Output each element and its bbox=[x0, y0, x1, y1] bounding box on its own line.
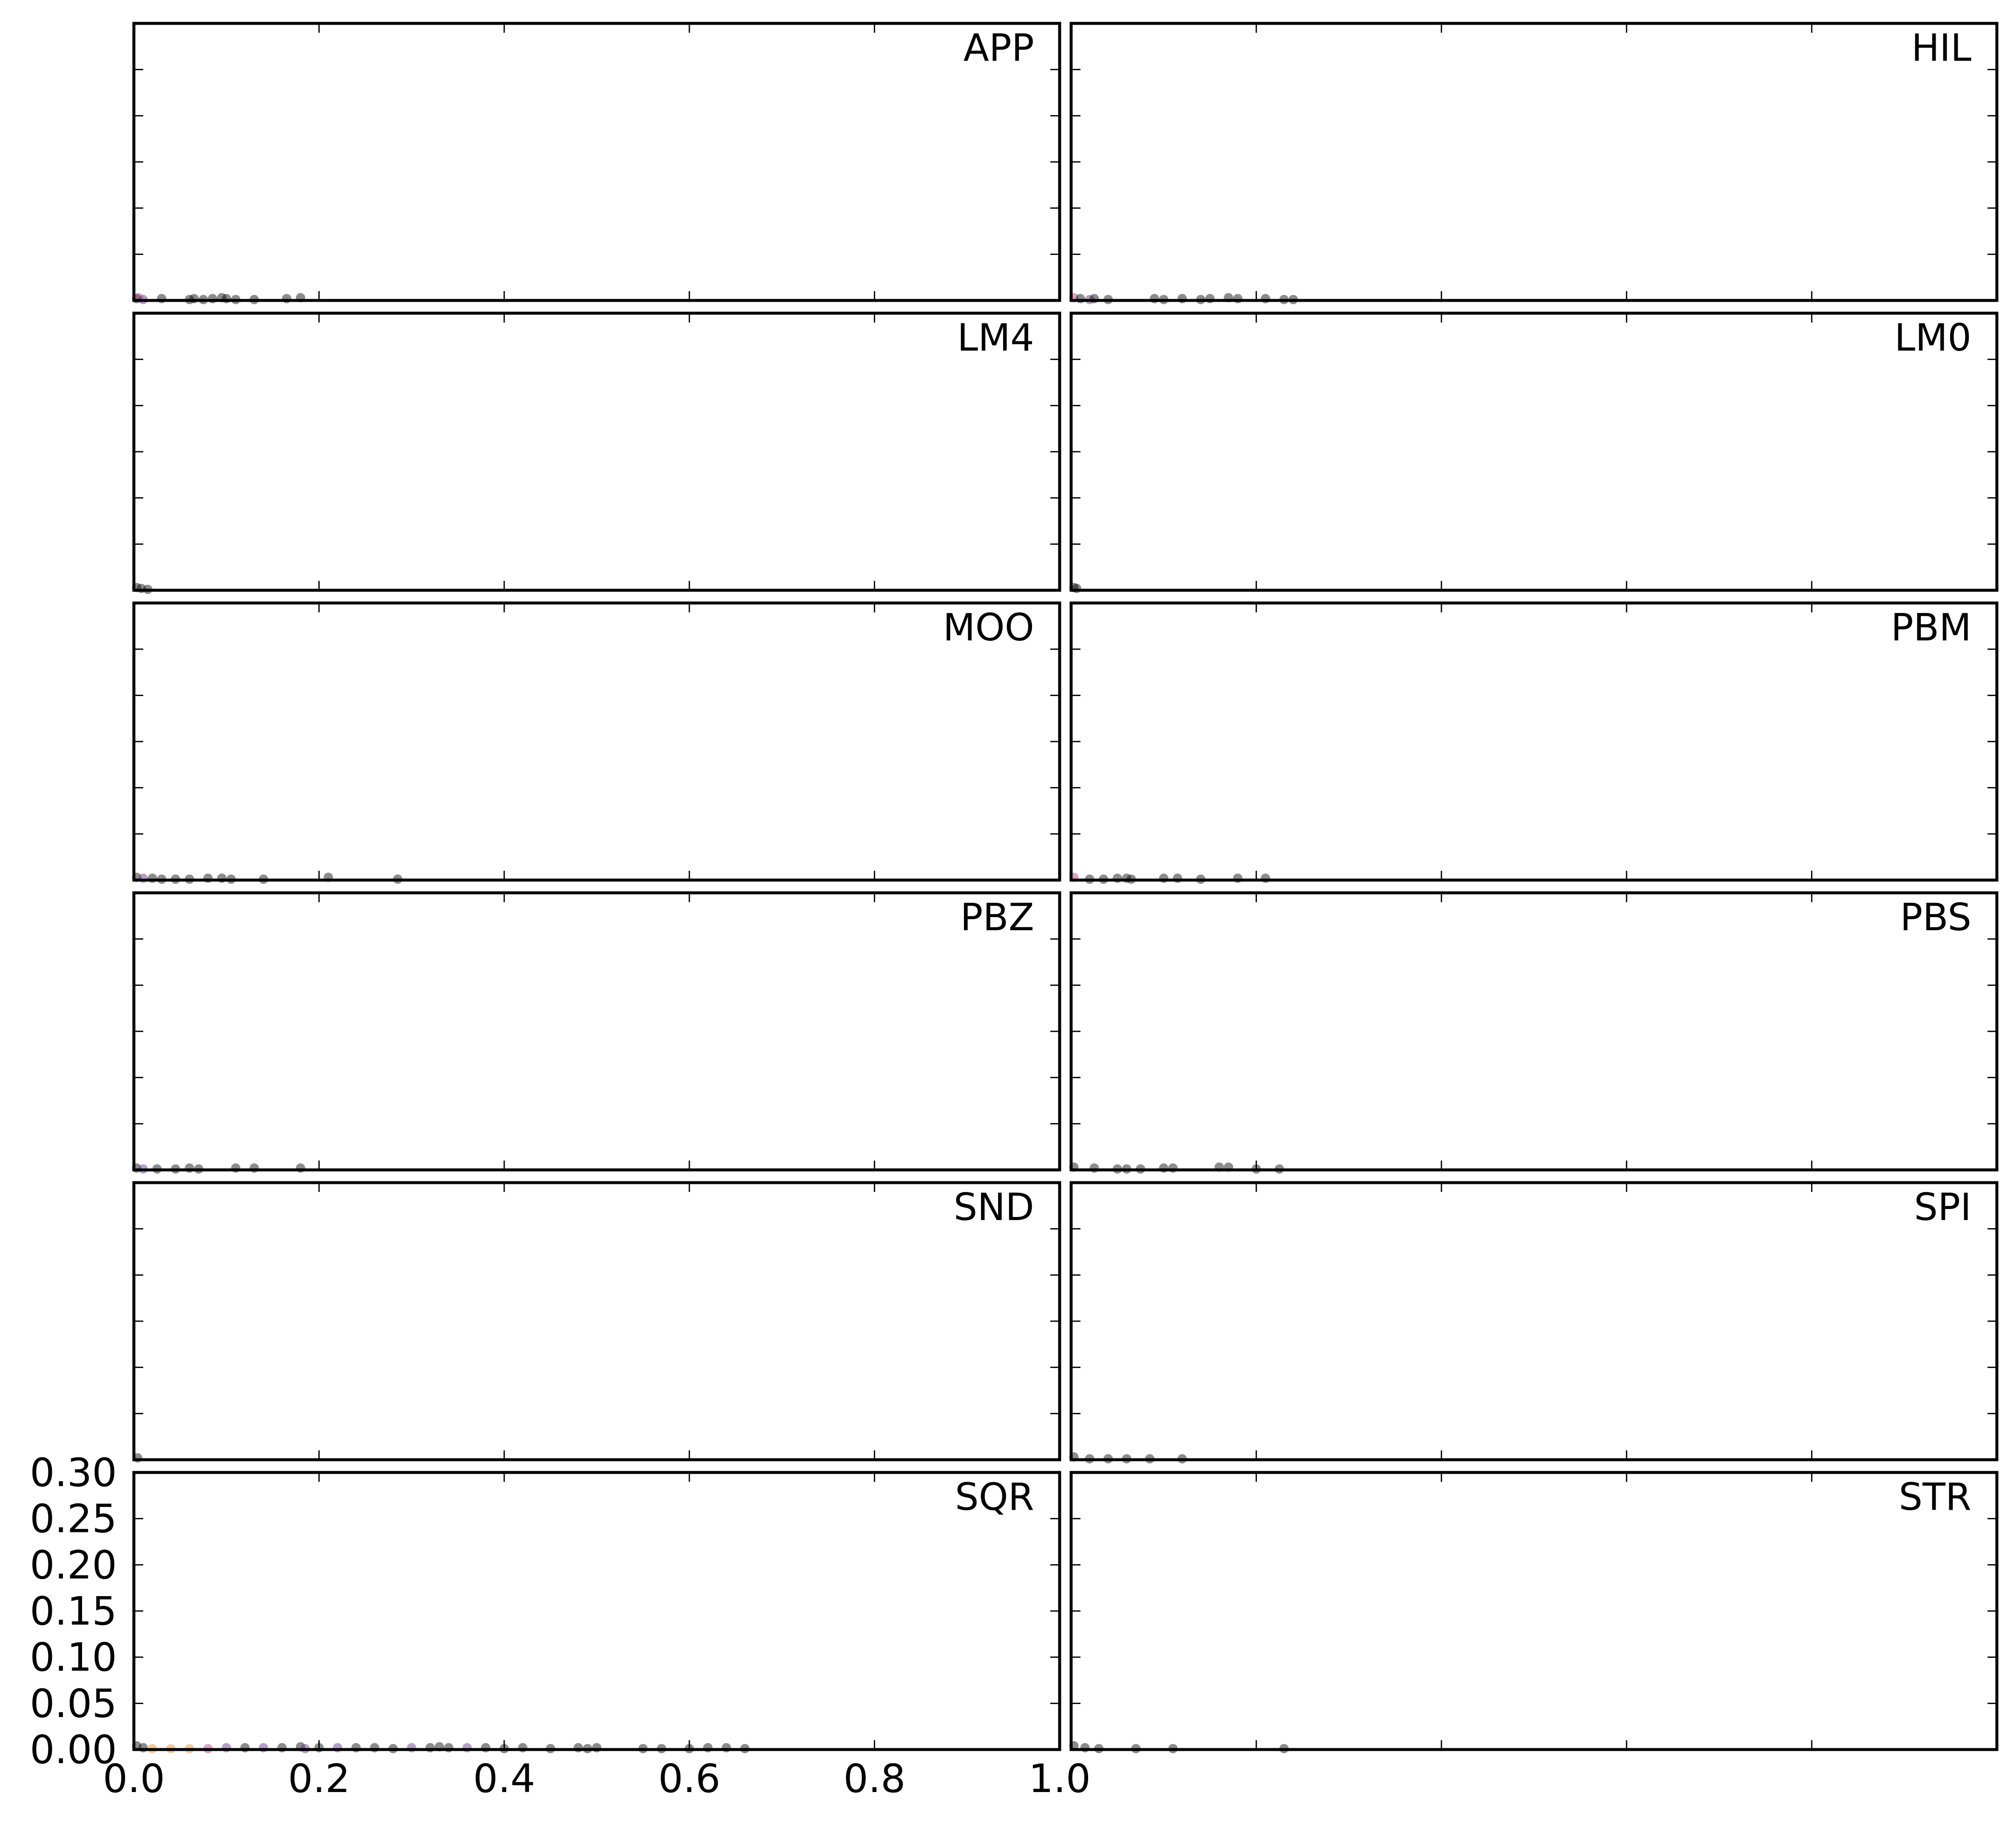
panel-label: STR bbox=[1899, 1475, 1971, 1519]
x-tick-label: 0.2 bbox=[288, 1756, 350, 1801]
y-tick-label: 0.30 bbox=[30, 1450, 117, 1495]
y-tick-label: 0.25 bbox=[30, 1496, 117, 1542]
y-tick-label: 0.20 bbox=[30, 1542, 117, 1588]
x-tick-label: 0.4 bbox=[473, 1756, 536, 1801]
y-tick-label: 0.05 bbox=[30, 1681, 117, 1727]
x-tick-label: 0.6 bbox=[658, 1756, 720, 1801]
panel-label: LM0 bbox=[1894, 316, 1971, 360]
panel-label: SND bbox=[953, 1185, 1034, 1229]
panel-label: APP bbox=[963, 26, 1034, 70]
panel-label: PBZ bbox=[960, 895, 1034, 939]
y-axis bbox=[30, 1450, 117, 1772]
x-tick-label: 1.0 bbox=[1028, 1756, 1091, 1801]
panel-label: PBM bbox=[1891, 606, 1971, 649]
y-tick-label: 0.15 bbox=[30, 1588, 117, 1634]
x-tick-label: 0.8 bbox=[843, 1756, 906, 1801]
panel-label: HIL bbox=[1911, 26, 1971, 70]
x-tick-label: 0.0 bbox=[102, 1756, 165, 1801]
y-tick-label: 0.00 bbox=[30, 1727, 117, 1772]
panel-label: SPI bbox=[1914, 1185, 1971, 1229]
panel-label: LM4 bbox=[957, 316, 1034, 360]
panel-label: MOO bbox=[943, 606, 1034, 649]
y-tick-label: 0.10 bbox=[30, 1634, 117, 1680]
panel-label: SQR bbox=[955, 1475, 1034, 1519]
panel-label: PBS bbox=[1900, 895, 1971, 939]
